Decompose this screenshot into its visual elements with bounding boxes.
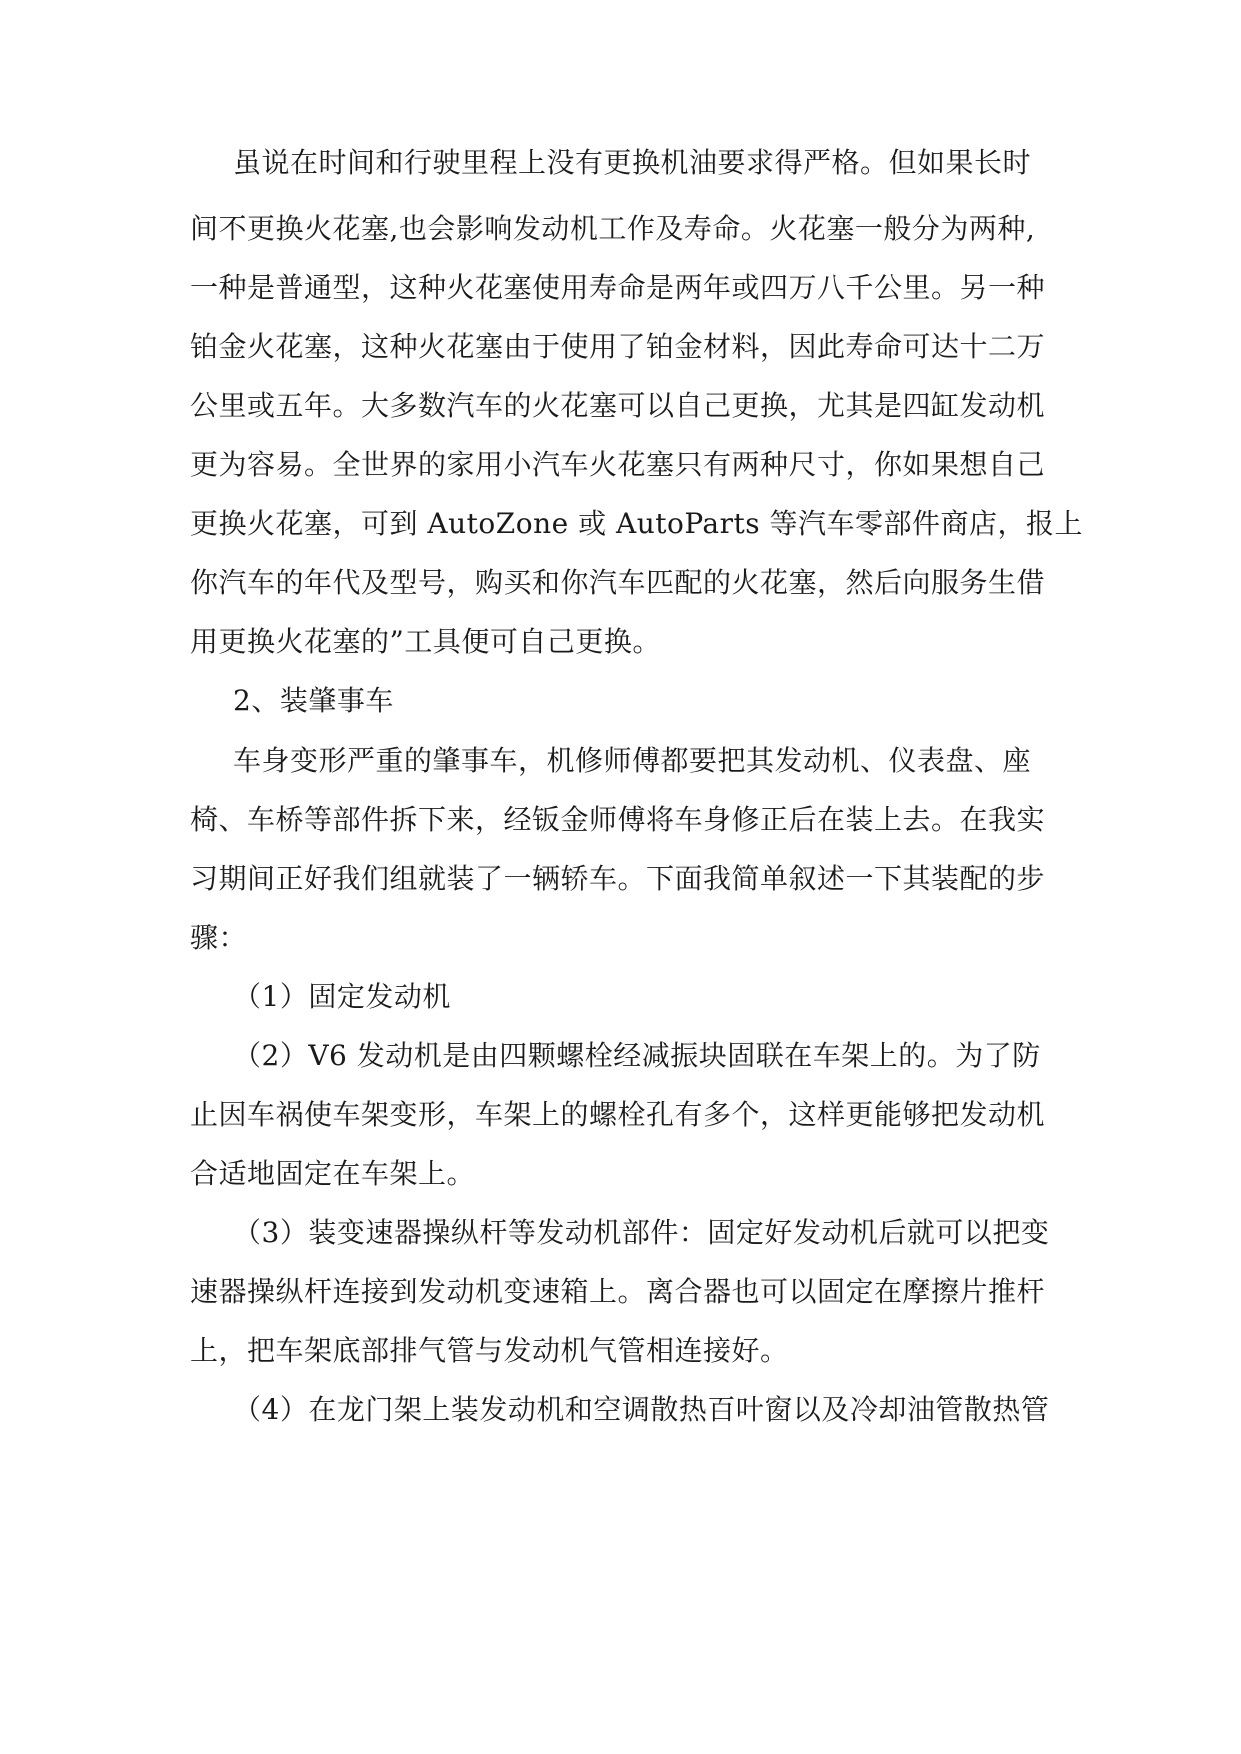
paragraph-line: 用更换火花塞的”工具便可自己更换。 — [190, 625, 661, 658]
paragraph-line: 车身变形严重的肇事车，机修师傅都要把其发动机、仪表盘、座 — [233, 744, 1032, 777]
paragraph-line: 骤： — [190, 921, 248, 954]
paragraph-line: 习期间正好我们组就装了一辆轿车。下面我简单叙述一下其装配的步 — [190, 862, 1046, 895]
list-item: （4）在龙门架上装发动机和空调散热百叶窗以及冷却油管散热管 — [233, 1393, 1050, 1426]
paragraph-line: 更换火花塞，可到 AutoZone 或 AutoParts 等汽车零部件商店，报上 — [190, 507, 1084, 540]
paragraph-line: 止因车祸使车架变形，车架上的螺栓孔有多个，这样更能够把发动机 — [190, 1098, 1046, 1131]
list-item: （1）固定发动机 — [233, 980, 451, 1013]
paragraph-line: 合适地固定在车架上。 — [190, 1157, 476, 1190]
paragraph-line: 椅、车桥等部件拆下来，经钣金师傅将车身修正后在装上去。在我实 — [190, 803, 1046, 836]
paragraph-line: 你汽车的年代及型号，购买和你汽车匹配的火花塞，然后向服务生借 — [190, 566, 1046, 599]
paragraph-line: 铂金火花塞，这种火花塞由于使用了铂金材料，因此寿命可达十二万 — [190, 330, 1046, 363]
paragraph-line: 一种是普通型，这种火花塞使用寿命是两年或四万八千公里。另一种 — [190, 271, 1046, 304]
list-item: （2）V6 发动机是由四颗螺栓经减振块固联在车架上的。为了防 — [233, 1039, 1041, 1072]
paragraph-line: 间不更换火花塞,也会影响发动机工作及寿命。火花塞一般分为两种, — [190, 212, 1036, 245]
paragraph-line: 上，把车架底部排气管与发动机气管相连接好。 — [190, 1334, 789, 1367]
section-heading: 2、装肇事车 — [233, 684, 394, 717]
paragraph-line: 更为容易。全世界的家用小汽车火花塞只有两种尺寸，你如果想自己 — [190, 448, 1046, 481]
paragraph-line: 虽说在时间和行驶里程上没有更换机油要求得严格。但如果长时 — [233, 146, 1032, 179]
list-item: （3）装变速器操纵杆等发动机部件：固定好发动机后就可以把变 — [233, 1216, 1050, 1249]
paragraph-line: 速器操纵杆连接到发动机变速箱上。离合器也可以固定在摩擦片推杆 — [190, 1275, 1046, 1308]
paragraph-line: 公里或五年。大多数汽车的火花塞可以自己更换，尤其是四缸发动机 — [190, 389, 1046, 422]
